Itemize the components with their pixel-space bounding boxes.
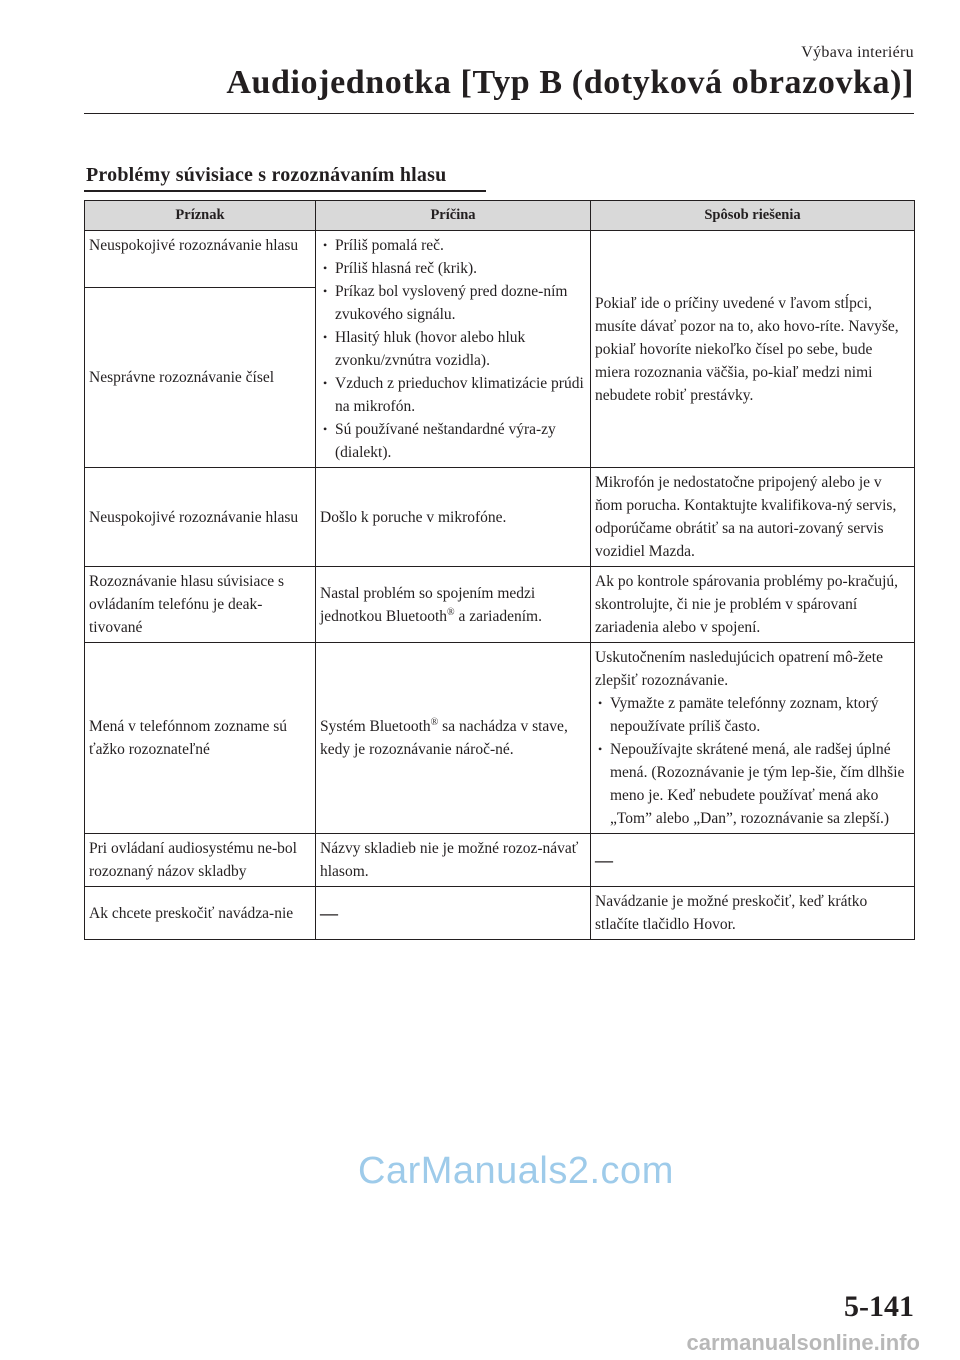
section-heading: Problémy súvisiace s rozoznávaním hlasu (86, 164, 447, 186)
solution-cell: — (591, 834, 915, 887)
cause-text-end: sa nachádza v stave, kedy je rozoznávanie nároč-né. (320, 718, 568, 758)
troubleshooting-table (84, 200, 915, 940)
watermark-logo: CarManuals2.com (358, 1150, 674, 1192)
cause-list (320, 234, 586, 464)
solution-cell: Mikrofón je nedostatočne pripojený alebo je v ňom porucha. Kontaktujte kvalifikova-ný servis, odporúčame obrátiť sa na autori-zovaný servis vozidiel Mazda. (591, 468, 915, 567)
cause-text: Nastal problém so spojením medzi jednotkou Bluetooth (320, 584, 536, 625)
table-row (85, 567, 915, 643)
page-number: 5-141 (844, 1290, 914, 1323)
symptom-cell: Rozoznávanie hlasu súvisiace s ovládaním telefónu je deak-tivované (85, 567, 316, 643)
solution-cell: Navádzanie je možné preskočiť, keď krátko stlačíte tlačidlo Hovor. (591, 887, 915, 940)
symptom-cell: Neuspokojivé rozoznávanie hlasu (85, 468, 316, 567)
solution-cell: Pokiaľ ide o príčiny uvedené v ľavom stĺpci, musíte dávať pozor na to, ako hovo-ríte. Navyše, pokiaľ hovoríte niekoľko čísel po sebe, bude miera rozoznania väčšia, po-kiaľ medzi nimi nebudete robiť prestávky. (591, 231, 915, 468)
cause-cell (316, 643, 591, 834)
header-cause: Príčina (316, 201, 591, 231)
list-item: • Príliš hlasná reč (krik). (320, 257, 586, 280)
symptom-cell: Neuspokojivé rozoznávanie hlasu (85, 231, 316, 288)
solution-list (595, 692, 910, 830)
list-item: • Vymažte z pamäte telefónny zoznam, ktorý nepoužívate príliš často. (595, 692, 910, 738)
symptom-cell: Pri ovládaní audiosystému ne-bol rozoznaný názov skladby (85, 834, 316, 887)
cause-cell (316, 231, 591, 468)
table-row (85, 231, 915, 288)
table-row (85, 834, 915, 887)
cause-text: Systém Bluetooth (320, 718, 431, 735)
cause-cell (316, 567, 591, 643)
title-divider (84, 113, 914, 114)
table-header-row (85, 201, 915, 231)
list-item: • Nepoužívajte skrátené mená, ale radšej úplné mená. (Rozoznávanie je tým lep-šie, čím dlhšie meno je. Keď nebudete používať mená ako „Tom” alebo „Dan”, rozoznávanie sa zlepší.) (595, 738, 910, 830)
cause-cell: Názvy skladieb nie je možné rozoz-návať hlasom. (316, 834, 591, 887)
table-row (85, 887, 915, 940)
page-title: Audiojednotka [Typ B (dotyková obrazovka)] (226, 64, 914, 101)
cause-cell: Došlo k poruche v mikrofóne. (316, 468, 591, 567)
header-symptom: Príznak (85, 201, 316, 231)
table-row (85, 468, 915, 567)
footer-watermark: carmanualsonline.info (686, 1330, 920, 1355)
cause-text-end: a zariadením. (454, 607, 542, 625)
cause-cell: — (316, 887, 591, 940)
section-underline (84, 190, 486, 192)
header-solution: Spôsob riešenia (591, 201, 915, 231)
list-item: • Vzduch z prieduchov klimatizácie prúdi na mikrofón. (320, 372, 586, 418)
symptom-cell: Mená v telefónnom zozname sú ťažko rozoznateľné (85, 643, 316, 834)
registered-mark: ® (430, 716, 439, 728)
symptom-cell: Ak chcete preskočiť navádza-nie (85, 887, 316, 940)
solution-intro: Uskutočnením nasledujúcich opatrení mô-žete zlepšiť rozoznávanie. (595, 649, 883, 689)
list-item: • Príliš pomalá reč. (320, 234, 586, 257)
list-item: • Sú používané neštandardné výra-zy (dialekt). (320, 418, 586, 464)
solution-cell: Ak po kontrole spárovania problémy po-kračujú, skontrolujte, či nie je problém v spárovaní zariadenia alebo v spojení. (591, 567, 915, 643)
list-item: • Príkaz bol vyslovený pred dozne-ním zvukového signálu. (320, 280, 586, 326)
list-item: • Hlasitý hluk (hovor alebo hluk zvonku/zvnútra vozidla). (320, 326, 586, 372)
table-row (85, 643, 915, 834)
solution-cell (591, 643, 915, 834)
symptom-cell: Nesprávne rozoznávanie čísel (85, 287, 316, 467)
chapter-label: Výbava interiéru (801, 44, 914, 61)
registered-mark: ® (447, 606, 455, 618)
